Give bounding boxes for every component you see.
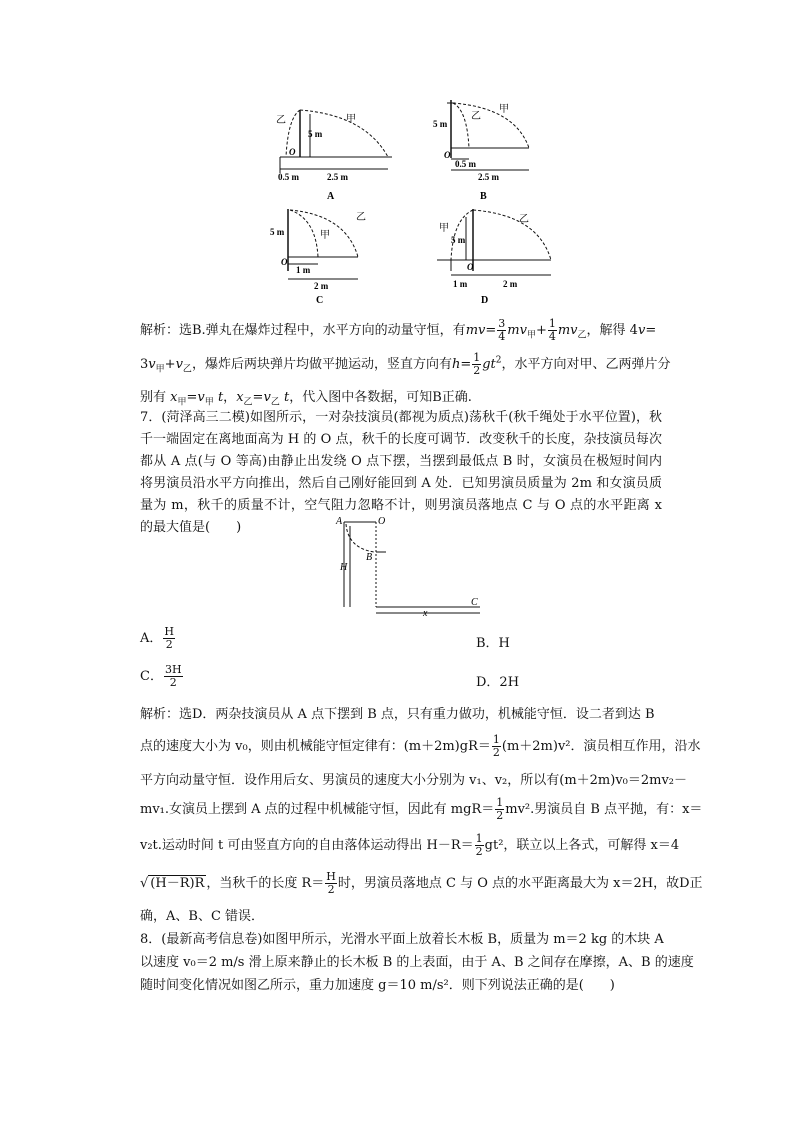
label-height: 5 m — [270, 227, 285, 237]
fraction — [475, 833, 484, 858]
text: v — [263, 390, 271, 405]
sqrt-content: (H－R)R — [150, 876, 205, 891]
subscript: 甲 — [177, 397, 187, 408]
denominator: 2 — [492, 746, 500, 759]
text: h — [451, 357, 461, 372]
label-o: O — [378, 516, 386, 527]
fraction — [163, 626, 175, 651]
text: = — [460, 357, 472, 372]
numerator: 3 — [498, 317, 506, 330]
text: v — [175, 357, 183, 372]
text: 解析：选B.弹丸在爆炸过程中，水平方向的动量守恒，有 — [140, 323, 466, 338]
analysis7-line-1: 解析：选D．两杂技演员从 A 点下摆到 B 点，只有重力做功，机械能守恒．设二者到达 B — [140, 707, 655, 722]
text: 点的速度大小为 v₀，则由机械能守恒定律有：(m＋2m)gR＝ — [140, 739, 491, 754]
text: v — [637, 323, 646, 338]
figure-b — [433, 100, 563, 205]
text: t — [217, 390, 224, 405]
superscript: 2 — [495, 355, 502, 366]
denominator: 2 — [165, 638, 173, 651]
text: mv².男演员自 B 点平抛，有：x＝ — [505, 802, 703, 817]
option-a[interactable] — [140, 626, 176, 651]
caption-a: A — [327, 191, 335, 202]
trajectory-yi — [453, 103, 469, 148]
numerator: 1 — [475, 832, 483, 845]
text: mv₁.女演员上摆到 A 点的过程中机械能守恒，因此有 mgR＝ — [140, 802, 495, 817]
subscript: 甲 — [526, 330, 536, 341]
subscript: 甲 — [204, 397, 214, 408]
question7-text: 7．(菏泽高三二模)如图所示，一对杂技演员(都视为质点)荡秋千(秋千绳处于水平位置)，秋千一端固定在离地面高为 H 的 O 点，秋千的长度可调节．改变秋千的长度，杂技演员每次都从 A 点(与 O 等高)由静止出发绕 O 点下摆，当摆到最低点 B 时，女演员在极短时间内将男演员沿水平方向推出，然后自己刚好能回到 A 处．已知男演员质量为 2m 和女演员质量为 m，秋千的质量不计，空气阻力忽略不计，则男演员落地点 C 与 O 点的水平距离 x 的最大值是( ) — [140, 410, 662, 535]
text: ，解得 4 — [586, 323, 638, 338]
figure-d — [433, 205, 563, 305]
analysis7-line-2 — [140, 734, 701, 759]
numerator: H — [326, 870, 336, 883]
label-o: O — [289, 147, 296, 157]
label-jia: 甲 — [346, 114, 356, 125]
denominator: 2 — [169, 676, 177, 689]
question8-line-1: 8．(最新高考信息卷)如图甲所示，光滑水平面上放着长木板 B，质量为 m＝2 kg 的木块 A — [140, 932, 664, 947]
label-dist-2: 2.5 m — [478, 172, 499, 182]
text: ，水平方向对甲、乙两弹片分 — [501, 357, 671, 372]
text: 时，男演员落地点 C 与 O 点的水平距离最大为 x＝2H，故D正 — [337, 876, 703, 891]
text: mv — [465, 323, 486, 338]
label-height: 5 m — [308, 129, 323, 139]
caption-c: C — [316, 295, 324, 305]
numerator: H — [164, 625, 174, 638]
analysis6-line-2 — [140, 352, 671, 377]
text: 别有 — [140, 390, 167, 405]
text: t — [283, 390, 290, 405]
subscript: 乙 — [243, 397, 253, 408]
denominator: 4 — [548, 330, 556, 343]
label-height: 5 m — [451, 235, 466, 245]
label-b: B — [366, 552, 373, 563]
denominator: 2 — [473, 364, 481, 377]
label-h: H — [340, 562, 348, 573]
caption-d: D — [481, 295, 489, 305]
text: ，当秋千的长度 R＝ — [206, 876, 325, 891]
question8-line-2: 以速度 v₀＝2 m/s 滑上原来静止的长木板 B 的上表面，由于 A、B 之间存在摩擦，A、B 的速度 — [140, 955, 694, 970]
numerator: 3H — [164, 663, 182, 676]
label-yi: 乙 — [356, 212, 366, 223]
denominator: 2 — [475, 845, 483, 858]
label-height: 5 m — [433, 119, 448, 129]
fraction — [164, 664, 183, 689]
caption-b: B — [480, 191, 487, 202]
label-dist-2: 2 m — [503, 279, 518, 289]
text: v₂t.运动时间 t 可由竖直方向的自由落体运动得出 H－R＝ — [140, 838, 474, 853]
numerator: 1 — [473, 351, 481, 364]
label-dist-2: 2.5 m — [327, 172, 348, 182]
trajectory-jia — [290, 210, 318, 257]
trajectory-jia — [453, 103, 529, 148]
text: = — [186, 390, 198, 405]
text: gt²，联立以上各式，可解得 x＝4 — [484, 838, 680, 853]
analysis7-line-6 — [140, 871, 703, 896]
fraction — [325, 871, 337, 896]
fraction — [472, 352, 481, 377]
text: gt — [482, 357, 496, 372]
sqrt-sign: √ — [140, 876, 149, 891]
trajectory-yi — [473, 210, 551, 260]
subscript: 甲 — [155, 364, 165, 375]
label-yi: 乙 — [519, 214, 529, 225]
figure-a — [270, 100, 400, 205]
numerator: 1 — [492, 733, 500, 746]
label-dist-1: 1 m — [296, 265, 311, 275]
analysis7-line-5 — [140, 833, 679, 858]
label-x: x — [423, 608, 428, 617]
label-o: O — [281, 257, 288, 267]
denominator: 4 — [498, 330, 506, 343]
numerator: 1 — [548, 317, 556, 330]
option-label: A． — [140, 631, 163, 646]
numerator: 1 — [496, 796, 504, 809]
label-a: A — [336, 516, 343, 527]
label-yi: 乙 — [471, 111, 481, 122]
option-b[interactable]: B．H — [476, 636, 510, 651]
text: mv — [507, 323, 527, 338]
text: 3 — [140, 357, 149, 372]
label-jia: 甲 — [439, 223, 449, 234]
text: x — [236, 390, 244, 405]
label-o: O — [444, 150, 451, 160]
figure-c — [270, 205, 400, 305]
text: = — [485, 323, 497, 338]
subscript: 乙 — [182, 364, 192, 375]
label-dist-1: 1 m — [453, 279, 468, 289]
option-c[interactable] — [140, 664, 184, 689]
text: (m＋2m)v²．演员相互作用，沿水 — [501, 739, 701, 754]
analysis7-line-3: 平方向动量守恒．设作用后女、男演员的速度大小分别为 v₁、v₂，所以有(m＋2m)v₀＝2mv₂－ — [140, 773, 688, 788]
analysis7-line-7: 确，A、B、C 错误． — [140, 909, 265, 924]
text: v — [148, 357, 156, 372]
label-o: O — [467, 262, 474, 272]
option-d[interactable]: D．2H — [476, 675, 520, 690]
subscript: 乙 — [577, 330, 587, 341]
label-yi: 乙 — [276, 115, 286, 126]
text: ，爆炸后两块弹片均做平抛运动，竖直方向有 — [191, 357, 452, 372]
question8-line-3: 随时间变化情况如图乙所示，重力加速度 g＝10 m/s²．则下列说法正确的是( ) — [140, 978, 615, 993]
denominator: 2 — [327, 883, 335, 896]
text: + — [164, 357, 176, 372]
analysis7-line-4 — [140, 797, 702, 822]
label-dist-2: 2 m — [314, 281, 329, 291]
text: = — [252, 390, 264, 405]
text: mv — [557, 323, 578, 338]
subscript: 乙 — [270, 397, 280, 408]
text: + — [535, 323, 547, 338]
label-jia: 甲 — [320, 230, 330, 241]
fraction — [548, 318, 557, 343]
label-dist-1: 0.5 m — [278, 172, 299, 182]
label-dist-1: 0.5 m — [455, 159, 476, 169]
text: ，代入图中各数据，可知B正确. — [289, 390, 472, 405]
analysis6-line-3 — [140, 386, 472, 408]
analysis6-line-1 — [140, 318, 656, 343]
fraction — [495, 797, 504, 822]
fraction — [497, 318, 506, 343]
option-label: C． — [140, 669, 163, 684]
text: v — [197, 390, 205, 405]
text: ， — [223, 390, 237, 405]
text: x — [170, 390, 178, 405]
text: = — [645, 323, 657, 338]
label-jia: 甲 — [499, 104, 509, 115]
fraction — [492, 734, 501, 759]
figure-swing — [330, 512, 490, 617]
denominator: 2 — [496, 809, 504, 822]
label-c: C — [471, 597, 478, 608]
